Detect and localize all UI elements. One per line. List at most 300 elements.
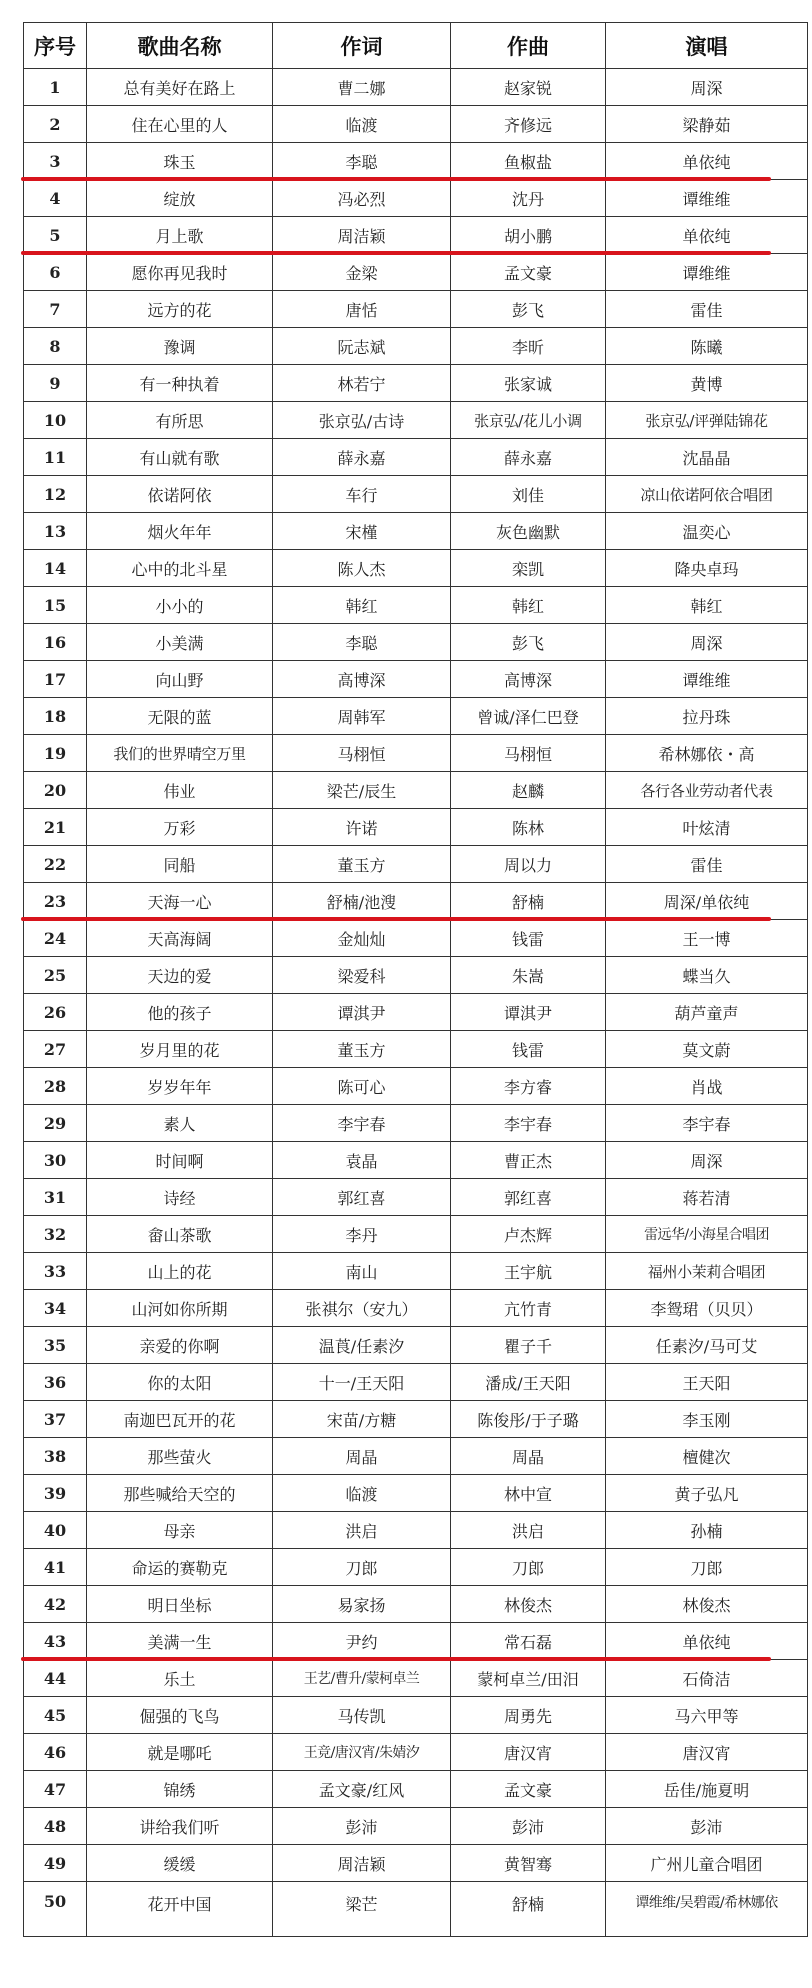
composer: 周晶 <box>451 1438 606 1475</box>
performer: 叶炫清 <box>606 809 808 846</box>
performer: 各行各业劳动者代表 <box>606 772 808 809</box>
lyricist: 王竞/唐汉宵/朱婧汐 <box>273 1734 451 1771</box>
lyricist: 谭淇尹 <box>273 994 451 1031</box>
performer: 沈晶晶 <box>606 439 808 476</box>
composer: 灰色幽默 <box>451 513 606 550</box>
performer: 李宇春 <box>606 1105 808 1142</box>
song-title: 山河如你所期 <box>87 1290 273 1327</box>
row-number: 50 <box>24 1882 87 1937</box>
composer: 李方睿 <box>451 1068 606 1105</box>
row-number: 41 <box>24 1549 87 1586</box>
performer: 广州儿童合唱团 <box>606 1845 808 1882</box>
performer: 周深 <box>606 69 808 106</box>
table-row <box>24 1475 808 1512</box>
row-number: 7 <box>24 291 87 328</box>
header-lyricist: 作词 <box>273 23 451 69</box>
composer: 林俊杰 <box>451 1586 606 1623</box>
table-row <box>24 1327 808 1364</box>
row-number: 8 <box>24 328 87 365</box>
lyricist: 张祺尔（安九） <box>273 1290 451 1327</box>
lyricist: 袁晶 <box>273 1142 451 1179</box>
performer: 黄博 <box>606 365 808 402</box>
song-title: 你的太阳 <box>87 1364 273 1401</box>
table-row <box>24 550 808 587</box>
performer: 王天阳 <box>606 1364 808 1401</box>
composer: 陈林 <box>451 809 606 846</box>
table-row <box>24 1512 808 1549</box>
table-row <box>24 365 808 402</box>
performer: 石倚洁 <box>606 1660 808 1697</box>
song-title: 无限的蓝 <box>87 698 273 735</box>
row-number: 21 <box>24 809 87 846</box>
composer: 高博深 <box>451 661 606 698</box>
composer: 薛永嘉 <box>451 439 606 476</box>
composer: 舒楠 <box>451 883 606 920</box>
song-title: 南迦巴瓦开的花 <box>87 1401 273 1438</box>
composer: 亢竹青 <box>451 1290 606 1327</box>
table-row <box>24 1105 808 1142</box>
song-title: 有一种执着 <box>87 365 273 402</box>
song-title: 豫调 <box>87 328 273 365</box>
lyricist: 孟文豪/红风 <box>273 1771 451 1808</box>
table-row <box>24 180 808 217</box>
performer: 单依纯 <box>606 1623 808 1660</box>
performer: 谭维维 <box>606 180 808 217</box>
table-row <box>24 513 808 550</box>
performer: 拉丹珠 <box>606 698 808 735</box>
table-row <box>24 1549 808 1586</box>
row-number: 47 <box>24 1771 87 1808</box>
song-title: 命运的赛勒克 <box>87 1549 273 1586</box>
lyricist: 梁芒 <box>273 1882 451 1937</box>
table-row <box>24 1697 808 1734</box>
lyricist: 陈人杰 <box>273 550 451 587</box>
song-title: 就是哪吒 <box>87 1734 273 1771</box>
table-row <box>24 957 808 994</box>
table-row <box>24 476 808 513</box>
composer: 李昕 <box>451 328 606 365</box>
table-header-row <box>24 23 808 69</box>
song-title: 向山野 <box>87 661 273 698</box>
composer: 沈丹 <box>451 180 606 217</box>
lyricist: 易家扬 <box>273 1586 451 1623</box>
performer: 雷佳 <box>606 846 808 883</box>
song-title: 天海一心 <box>87 883 273 920</box>
row-number: 34 <box>24 1290 87 1327</box>
song-title: 依诺阿依 <box>87 476 273 513</box>
row-number: 43 <box>24 1623 87 1660</box>
song-title: 有山就有歌 <box>87 439 273 476</box>
composer: 蒙柯卓兰/田汨 <box>451 1660 606 1697</box>
table-row <box>24 439 808 476</box>
song-title: 伟业 <box>87 772 273 809</box>
composer: 林中宣 <box>451 1475 606 1512</box>
lyricist: 陈可心 <box>273 1068 451 1105</box>
table-row <box>24 1253 808 1290</box>
performer: 谭维维 <box>606 254 808 291</box>
song-title: 愿你再见我时 <box>87 254 273 291</box>
performer: 唐汉宵 <box>606 1734 808 1771</box>
performer: 周深 <box>606 1142 808 1179</box>
row-number: 49 <box>24 1845 87 1882</box>
composer: 彭飞 <box>451 291 606 328</box>
composer: 黄智骞 <box>451 1845 606 1882</box>
row-number: 37 <box>24 1401 87 1438</box>
performer: 福州小茉莉合唱团 <box>606 1253 808 1290</box>
composer: 孟文豪 <box>451 1771 606 1808</box>
composer: 栾凯 <box>451 550 606 587</box>
composer: 卢杰辉 <box>451 1216 606 1253</box>
lyricist: 临渡 <box>273 1475 451 1512</box>
row-number: 44 <box>24 1660 87 1697</box>
row-number: 5 <box>24 217 87 254</box>
lyricist: 彭沛 <box>273 1808 451 1845</box>
lyricist: 唐恬 <box>273 291 451 328</box>
table-row <box>24 1290 808 1327</box>
row-number: 32 <box>24 1216 87 1253</box>
highlight-underline <box>21 1657 771 1661</box>
composer: 周勇先 <box>451 1697 606 1734</box>
composer: 韩红 <box>451 587 606 624</box>
table-row <box>24 328 808 365</box>
performer: 李玉刚 <box>606 1401 808 1438</box>
composer: 钱雷 <box>451 920 606 957</box>
song-title: 月上歌 <box>87 217 273 254</box>
lyricist: 十一/王天阳 <box>273 1364 451 1401</box>
table-row <box>24 1771 808 1808</box>
lyricist: 周洁颖 <box>273 217 451 254</box>
table-row <box>24 1401 808 1438</box>
lyricist: 车行 <box>273 476 451 513</box>
song-title: 烟火年年 <box>87 513 273 550</box>
table-row <box>24 1438 808 1475</box>
row-number: 27 <box>24 1031 87 1068</box>
header-number: 序号 <box>24 23 87 69</box>
table-row <box>24 1068 808 1105</box>
performer: 孙楠 <box>606 1512 808 1549</box>
song-title: 万彩 <box>87 809 273 846</box>
row-number: 17 <box>24 661 87 698</box>
composer: 瞿子千 <box>451 1327 606 1364</box>
song-title: 小小的 <box>87 587 273 624</box>
performer: 雷远华/小海星合唱团 <box>606 1216 808 1253</box>
composer: 张家诚 <box>451 365 606 402</box>
row-number: 25 <box>24 957 87 994</box>
table-row <box>24 143 808 180</box>
performer: 马六甲等 <box>606 1697 808 1734</box>
performer: 檀健次 <box>606 1438 808 1475</box>
song-title: 时间啊 <box>87 1142 273 1179</box>
composer: 曹正杰 <box>451 1142 606 1179</box>
song-title: 那些喊给天空的 <box>87 1475 273 1512</box>
row-number: 20 <box>24 772 87 809</box>
performer: 谭维维/吴碧霞/希林娜依 <box>606 1882 808 1937</box>
lyricist: 曹二娜 <box>273 69 451 106</box>
composer: 朱嵩 <box>451 957 606 994</box>
row-number: 22 <box>24 846 87 883</box>
table-row <box>24 587 808 624</box>
song-title: 岁月里的花 <box>87 1031 273 1068</box>
lyricist: 李丹 <box>273 1216 451 1253</box>
composer: 钱雷 <box>451 1031 606 1068</box>
lyricist: 李聪 <box>273 143 451 180</box>
performer: 陈曦 <box>606 328 808 365</box>
composer: 张京弘/花儿小调 <box>451 402 606 439</box>
row-number: 16 <box>24 624 87 661</box>
lyricist: 宋槿 <box>273 513 451 550</box>
song-title: 绽放 <box>87 180 273 217</box>
performer: 张京弘/评弹陆锦花 <box>606 402 808 439</box>
lyricist: 张京弘/古诗 <box>273 402 451 439</box>
performer: 单依纯 <box>606 217 808 254</box>
row-number: 2 <box>24 106 87 143</box>
song-title: 讲给我们听 <box>87 1808 273 1845</box>
lyricist: 李宇春 <box>273 1105 451 1142</box>
row-number: 29 <box>24 1105 87 1142</box>
highlight-underline <box>21 917 771 921</box>
lyricist: 临渡 <box>273 106 451 143</box>
row-number: 19 <box>24 735 87 772</box>
row-number: 24 <box>24 920 87 957</box>
lyricist: 郭红喜 <box>273 1179 451 1216</box>
performer: 黄子弘凡 <box>606 1475 808 1512</box>
song-title: 珠玉 <box>87 143 273 180</box>
lyricist: 李聪 <box>273 624 451 661</box>
composer: 彭飞 <box>451 624 606 661</box>
row-number: 38 <box>24 1438 87 1475</box>
performer: 刀郎 <box>606 1549 808 1586</box>
lyricist: 金梁 <box>273 254 451 291</box>
song-title: 住在心里的人 <box>87 106 273 143</box>
row-number: 45 <box>24 1697 87 1734</box>
lyricist: 洪启 <box>273 1512 451 1549</box>
performer: 温奕心 <box>606 513 808 550</box>
lyricist: 董玉方 <box>273 1031 451 1068</box>
header-composer: 作曲 <box>451 23 606 69</box>
composer: 舒楠 <box>451 1882 606 1937</box>
song-title: 山上的花 <box>87 1253 273 1290</box>
row-number: 3 <box>24 143 87 180</box>
song-title: 总有美好在路上 <box>87 69 273 106</box>
performer: 韩红 <box>606 587 808 624</box>
table-row <box>24 772 808 809</box>
lyricist: 冯必烈 <box>273 180 451 217</box>
song-title: 母亲 <box>87 1512 273 1549</box>
performer: 降央卓玛 <box>606 550 808 587</box>
composer: 赵麟 <box>451 772 606 809</box>
table-row <box>24 809 808 846</box>
performer: 周深 <box>606 624 808 661</box>
lyricist: 阮志斌 <box>273 328 451 365</box>
composer: 刀郎 <box>451 1549 606 1586</box>
table-row <box>24 846 808 883</box>
song-title: 那些萤火 <box>87 1438 273 1475</box>
row-number: 10 <box>24 402 87 439</box>
song-title: 花开中国 <box>87 1882 273 1937</box>
composer: 刘佳 <box>451 476 606 513</box>
row-number: 30 <box>24 1142 87 1179</box>
cropped-title-strip <box>0 0 812 22</box>
table-row <box>24 1734 808 1771</box>
performer: 谭维维 <box>606 661 808 698</box>
table-row <box>24 994 808 1031</box>
lyricist: 许诺 <box>273 809 451 846</box>
row-number: 6 <box>24 254 87 291</box>
song-title: 他的孩子 <box>87 994 273 1031</box>
highlight-underline <box>21 251 771 255</box>
table-row <box>24 920 808 957</box>
song-title: 岁岁年年 <box>87 1068 273 1105</box>
performer: 肖战 <box>606 1068 808 1105</box>
lyricist: 马传凯 <box>273 1697 451 1734</box>
table-row <box>24 698 808 735</box>
table-row <box>24 1882 808 1937</box>
performer: 林俊杰 <box>606 1586 808 1623</box>
table-row <box>24 735 808 772</box>
table-row <box>24 883 808 920</box>
song-title: 远方的花 <box>87 291 273 328</box>
performer: 彭沛 <box>606 1808 808 1845</box>
performer: 莫文蔚 <box>606 1031 808 1068</box>
row-number: 31 <box>24 1179 87 1216</box>
lyricist: 舒楠/池溲 <box>273 883 451 920</box>
song-title: 倔强的飞鸟 <box>87 1697 273 1734</box>
lyricist: 宋苗/方糖 <box>273 1401 451 1438</box>
composer: 胡小鹏 <box>451 217 606 254</box>
composer: 陈俊彤/于子璐 <box>451 1401 606 1438</box>
row-number: 35 <box>24 1327 87 1364</box>
lyricist: 林若宁 <box>273 365 451 402</box>
table-row <box>24 1179 808 1216</box>
lyricist: 马栩恒 <box>273 735 451 772</box>
composer: 郭红喜 <box>451 1179 606 1216</box>
table-row <box>24 402 808 439</box>
cropped-title-fragment <box>330 0 490 10</box>
table-row <box>24 624 808 661</box>
composer: 齐修远 <box>451 106 606 143</box>
lyricist: 南山 <box>273 1253 451 1290</box>
performer: 岳佳/施夏明 <box>606 1771 808 1808</box>
composer: 赵家锐 <box>451 69 606 106</box>
lyricist: 梁爱科 <box>273 957 451 994</box>
table-row <box>24 254 808 291</box>
lyricist: 高博深 <box>273 661 451 698</box>
composer: 李宇春 <box>451 1105 606 1142</box>
lyricist: 刀郎 <box>273 1549 451 1586</box>
row-number: 9 <box>24 365 87 402</box>
table-row <box>24 69 808 106</box>
composer: 周以力 <box>451 846 606 883</box>
table-row <box>24 291 808 328</box>
table-row <box>24 1142 808 1179</box>
performer: 单依纯 <box>606 143 808 180</box>
composer: 谭淇尹 <box>451 994 606 1031</box>
row-number: 15 <box>24 587 87 624</box>
row-number: 14 <box>24 550 87 587</box>
composer: 唐汉宵 <box>451 1734 606 1771</box>
table-row <box>24 1660 808 1697</box>
header-song-title: 歌曲名称 <box>87 23 273 69</box>
song-title: 我们的世界晴空万里 <box>87 735 273 772</box>
row-number: 23 <box>24 883 87 920</box>
table-row <box>24 217 808 254</box>
composer: 洪启 <box>451 1512 606 1549</box>
song-title: 锦绣 <box>87 1771 273 1808</box>
highlight-underline <box>21 177 771 181</box>
lyricist: 周洁颖 <box>273 1845 451 1882</box>
song-title: 明日坐标 <box>87 1586 273 1623</box>
song-title: 心中的北斗星 <box>87 550 273 587</box>
header-performer: 演唱 <box>606 23 808 69</box>
performer: 蝶当久 <box>606 957 808 994</box>
song-title: 素人 <box>87 1105 273 1142</box>
song-title: 天边的爱 <box>87 957 273 994</box>
lyricist: 梁芒/辰生 <box>273 772 451 809</box>
song-title: 诗经 <box>87 1179 273 1216</box>
lyricist: 尹约 <box>273 1623 451 1660</box>
song-title: 亲爱的你啊 <box>87 1327 273 1364</box>
song-title: 有所思 <box>87 402 273 439</box>
table-row <box>24 1623 808 1660</box>
performer: 任素汐/马可艾 <box>606 1327 808 1364</box>
lyricist: 韩红 <box>273 587 451 624</box>
composer: 潘成/王天阳 <box>451 1364 606 1401</box>
song-title: 乐土 <box>87 1660 273 1697</box>
table-row <box>24 1216 808 1253</box>
composer: 马栩恒 <box>451 735 606 772</box>
performer: 王一博 <box>606 920 808 957</box>
row-number: 42 <box>24 1586 87 1623</box>
row-number: 40 <box>24 1512 87 1549</box>
performer: 蒋若清 <box>606 1179 808 1216</box>
table-row <box>24 106 808 143</box>
table-row <box>24 1586 808 1623</box>
lyricist: 金灿灿 <box>273 920 451 957</box>
row-number: 26 <box>24 994 87 1031</box>
song-title: 天高海阔 <box>87 920 273 957</box>
table-row <box>24 1031 808 1068</box>
table-row <box>24 1845 808 1882</box>
row-number: 13 <box>24 513 87 550</box>
lyricist: 周晶 <box>273 1438 451 1475</box>
song-title: 小美满 <box>87 624 273 661</box>
row-number: 4 <box>24 180 87 217</box>
row-number: 33 <box>24 1253 87 1290</box>
composer: 彭沛 <box>451 1808 606 1845</box>
performer: 梁静茹 <box>606 106 808 143</box>
composer: 孟文豪 <box>451 254 606 291</box>
performer: 周深/单依纯 <box>606 883 808 920</box>
composer: 王宇航 <box>451 1253 606 1290</box>
song-title: 美满一生 <box>87 1623 273 1660</box>
row-number: 11 <box>24 439 87 476</box>
song-table <box>23 22 808 1937</box>
performer: 葫芦童声 <box>606 994 808 1031</box>
lyricist: 温莨/任素汐 <box>273 1327 451 1364</box>
lyricist: 王艺/曹升/蒙柯卓兰 <box>273 1660 451 1697</box>
row-number: 46 <box>24 1734 87 1771</box>
row-number: 18 <box>24 698 87 735</box>
lyricist: 董玉方 <box>273 846 451 883</box>
performer: 李鸳珺（贝贝） <box>606 1290 808 1327</box>
row-number: 12 <box>24 476 87 513</box>
table-row <box>24 661 808 698</box>
lyricist: 周韩军 <box>273 698 451 735</box>
row-number: 28 <box>24 1068 87 1105</box>
table-row <box>24 1364 808 1401</box>
composer: 常石磊 <box>451 1623 606 1660</box>
table-row <box>24 1808 808 1845</box>
